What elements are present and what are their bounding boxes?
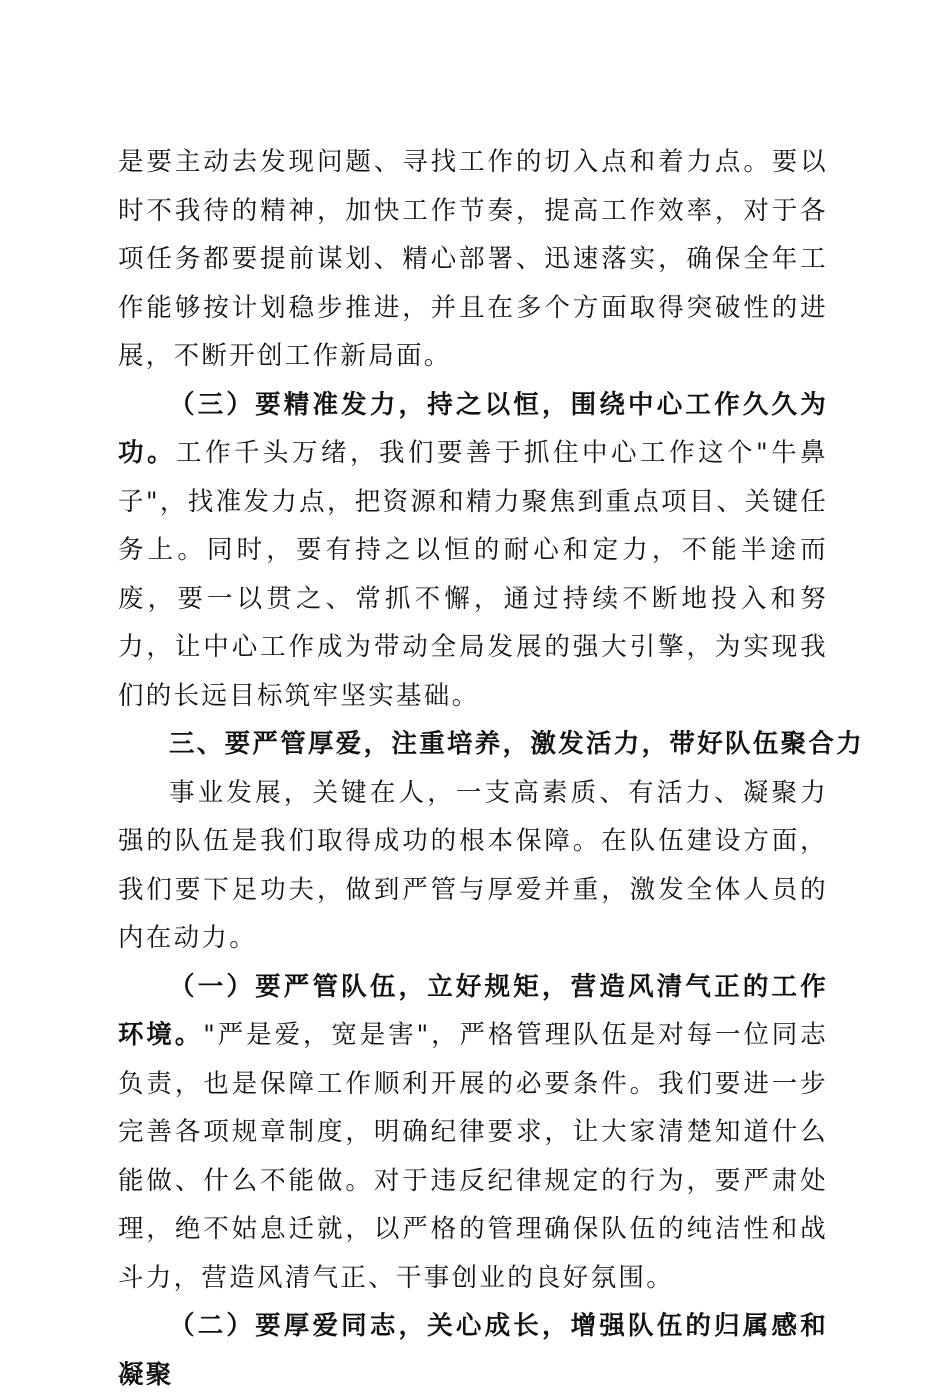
subsection-heading: （三）要精准发力，持之以恒，围绕中心工作久久为功。 [118, 389, 828, 468]
paragraph-text: 工作千头万绪，我们要善于抓住中心工作这个"牛鼻子"，找准发力点，把资源和精力聚焦到重点项目、关键任务上。同时，要有持之以恒的耐心和定力，不能半途而废，要一以贯之、常抓不懈，通过持续不断地投入和努力，让中心工作成为带动全局发展的强大引擎，为实现我们的长远目标筑牢坚实基础。 [118, 438, 828, 711]
paragraph-text: 事业发展，关键在人，一支高素质、有活力、凝聚力强的队伍是我们取得成功的根本保障。在队伍建设方面，我们要下足功夫，做到严管与厚爱并重，激发全体人员的内在动力。 [118, 777, 828, 953]
section-heading-three: 三、要严管厚爱，注重培养，激发活力，带好队伍聚合力 [169, 729, 865, 759]
paragraph-continuation [118, 138, 828, 381]
paragraph-text: "严是爱，宽是害"，严格管理队伍是对每一位同志负责，也是保障工作顺利开展的必要条件。我们要进一步完善各项规章制度，明确纪律要求，让大家清楚知道什么能做、什么不能做。对于违反纪律规定的行为，要严肃处理，绝不姑息迁就，以严格的管理确保队伍的纯洁性和战斗力，营造风清气正、干事创业的良好氛围。 [118, 1020, 828, 1293]
paragraph-section-intro [118, 769, 828, 963]
paragraph-subsection-two [118, 1302, 828, 1399]
paragraph-subsection-one [118, 963, 828, 1303]
document-body [118, 138, 865, 1399]
subsection-heading: （一）要严管队伍，立好规矩，营造风清气正的工作环境。 [118, 971, 828, 1050]
paragraph-subsection-three [118, 381, 828, 721]
paragraph-text: 是要主动去发现问题、寻找工作的切入点和着力点。要以时不我待的精神，加快工作节奏，提高工作效率，对于各项任务都要提前谋划、精心部署、迅速落实，确保全年工作能够按计划稳步推进，并且在多个方面取得突破性的进展，不断开创工作新局面。 [118, 147, 828, 371]
subsection-heading: （二）要厚爱同志，关心成长，增强队伍的归属感和凝聚 [118, 1311, 828, 1390]
